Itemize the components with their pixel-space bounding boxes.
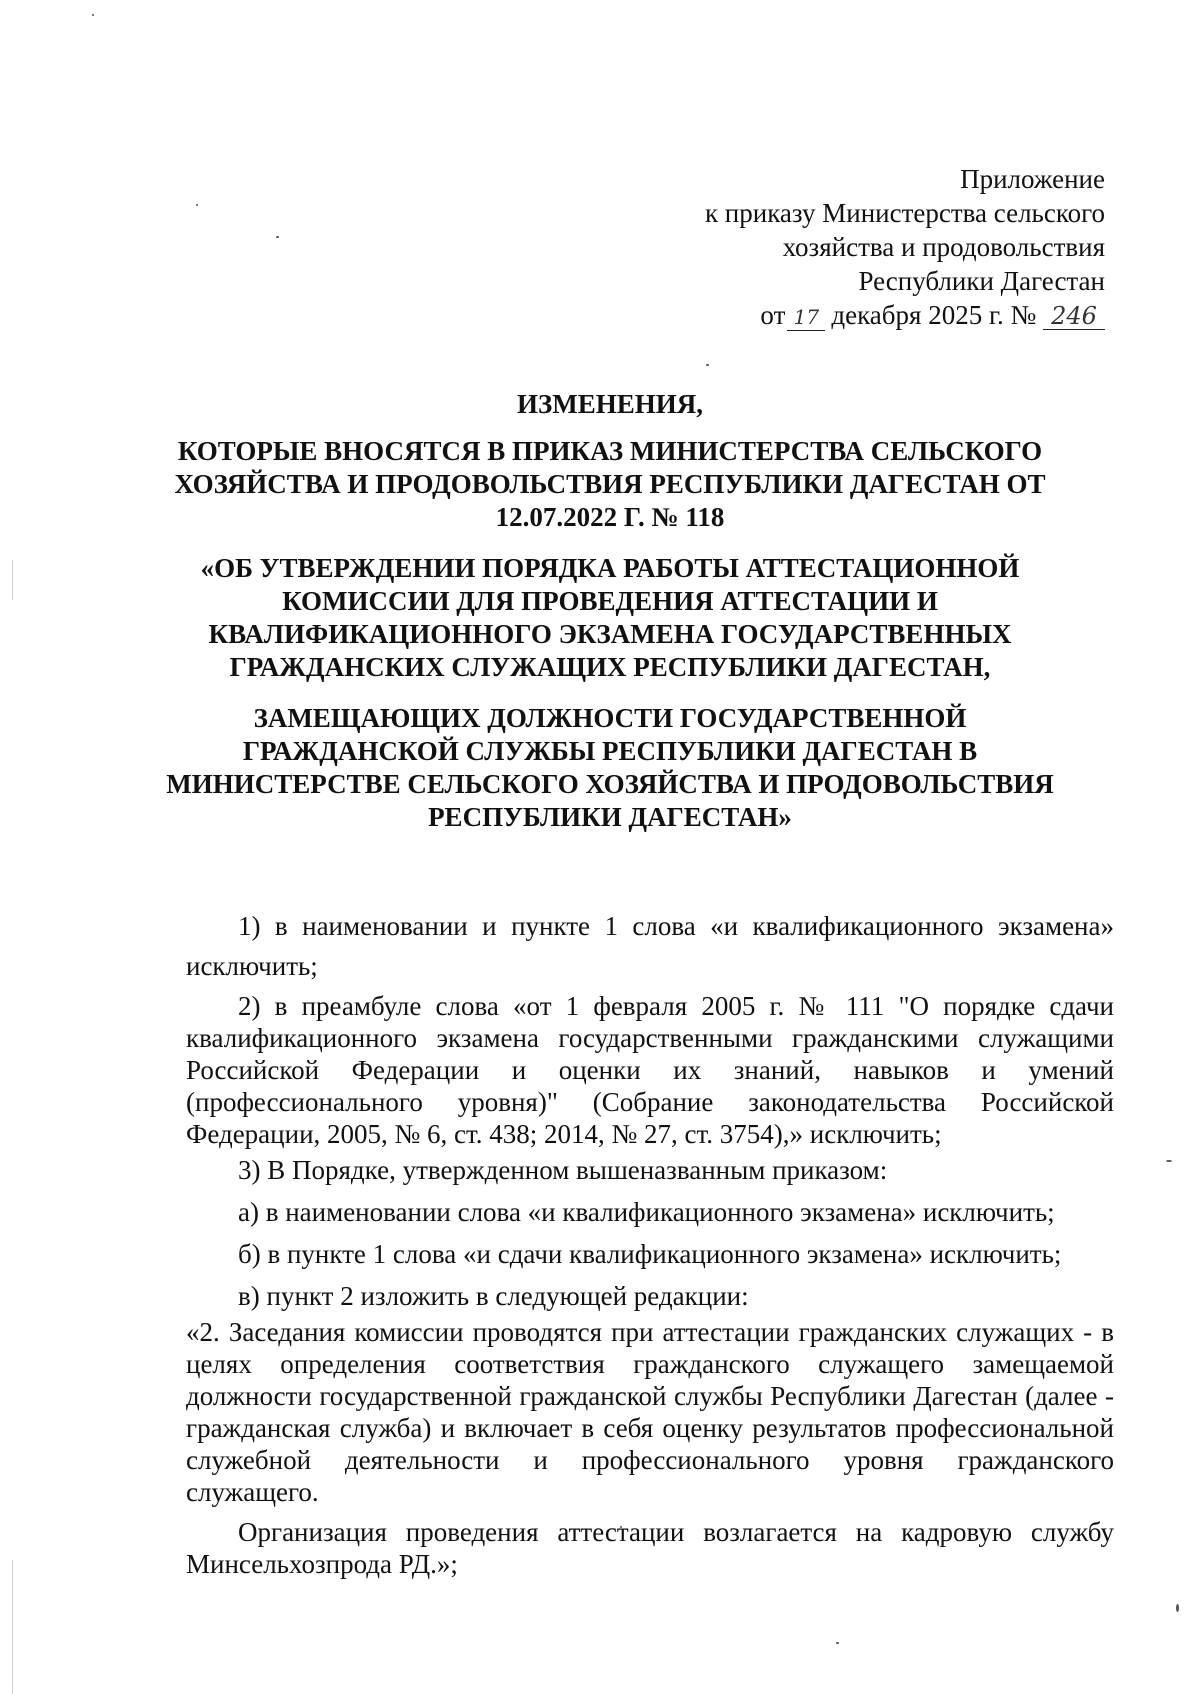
scan-speck [92,14,94,16]
paragraph-2: 2) в преамбуле слова «от 1 февраля 2005 г. № 111 "О порядке сдачи квалификационного экзамена государственными гражданскими служащими Российской Федерации и оценки их знаний, навыков и умений (профессионального уровня)" (Собрание законодательства Российской Федерации, 2005, № 6, ст. 438; 2014, № 27, ст. 3754),» исключить; [186,991,1114,1149]
appendix-ministry: хозяйства и продовольствия [782,232,1105,262]
scan-edge-mark [12,560,13,600]
date-prefix: от [760,300,786,330]
document-subtitle: КОТОРЫЕ ВНОСЯТСЯ В ПРИКАЗ МИНИСТЕРСТВА СЕЛЬСКОГО ХОЗЯЙСТВА И ПРОДОВОЛЬСТВИЯ РЕСПУБЛИКИ ДАГЕСТАН ОТ 12.07.2022 Г. № 118 [174,436,1046,532]
document-titles [150,388,1070,852]
date-month-year: декабря 2025 г. № [831,300,1037,330]
appendix-header [705,162,1105,332]
scan-speck [706,364,709,366]
paragraph-5: б) в пункте 1 слова «и сдачи квалификационного экзамена» исключить; [238,1239,1062,1269]
scan-edge-mark [12,1560,13,1694]
paragraph-4: а) в наименовании слова «и квалификационного экзамена» исключить; [238,1197,1055,1227]
paragraph-3: 3) В Порядке, утвержденном вышеназванным приказом: [238,1155,888,1185]
paragraph-8: Организация проведения аттестации возлагается на кадровую службу Минсельхозпрода РД.»; [186,1517,1114,1579]
paragraph-6: в) пункт 2 изложить в следующей редакции: [238,1281,749,1311]
document-heading: ИЗМЕНЕНИЯ, [516,389,703,419]
handwritten-order-number: 246 [1043,303,1105,330]
scan-speck [276,236,279,238]
appendix-date-line [705,298,1105,332]
handwritten-day: 17 [787,304,825,331]
appendix-republic: Республики Дагестан [858,266,1105,296]
document-body [186,906,1114,1584]
paragraph-1: 1) в наименовании и пункте 1 слова «и квалификационного экзамена» исключить; [186,911,1114,981]
order-name-part2: ЗАМЕЩАЮЩИХ ДОЛЖНОСТИ ГОСУДАРСТВЕННОЙ ГРАЖДАНСКОЙ СЛУЖБЫ РЕСПУБЛИКИ ДАГЕСТАН В МИНИСТЕРСТВЕ СЕЛЬСКОГО ХОЗЯЙСТВА И ПРОДОВОЛЬСТВИЯ РЕСПУБЛИКИ ДАГЕСТАН» [166,703,1054,832]
paragraph-7: «2. Заседания комиссии проводятся при аттестации гражданских служащих - в целях определения соответствия гражданского служащего замещаемой должности государственной гражданской службы Республики Дагестан (далее - гражданская служба) и включает в себя оценку результатов профессиональной служебной деятельности и профессионального уровня гражданского служащего. [186,1317,1114,1507]
scan-speck [1176,1604,1179,1612]
scan-speck [196,204,198,206]
scan-speck [1166,1160,1172,1162]
scan-speck [836,1642,839,1644]
appendix-order-ref: к приказу Министерства сельского [704,198,1105,228]
order-name-part1: «ОБ УТВЕРЖДЕНИИ ПОРЯДКА РАБОТЫ АТТЕСТАЦИОННОЙ КОМИССИИ ДЛЯ ПРОВЕДЕНИЯ АТТЕСТАЦИИ И КВАЛИФИКАЦИОННОГО ЭКЗАМЕНА ГОСУДАРСТВЕННЫХ ГРАЖДАНСКИХ СЛУЖАЩИХ РЕСПУБЛИКИ ДАГЕСТАН, [200,553,1020,682]
appendix-title: Приложение [960,164,1105,194]
